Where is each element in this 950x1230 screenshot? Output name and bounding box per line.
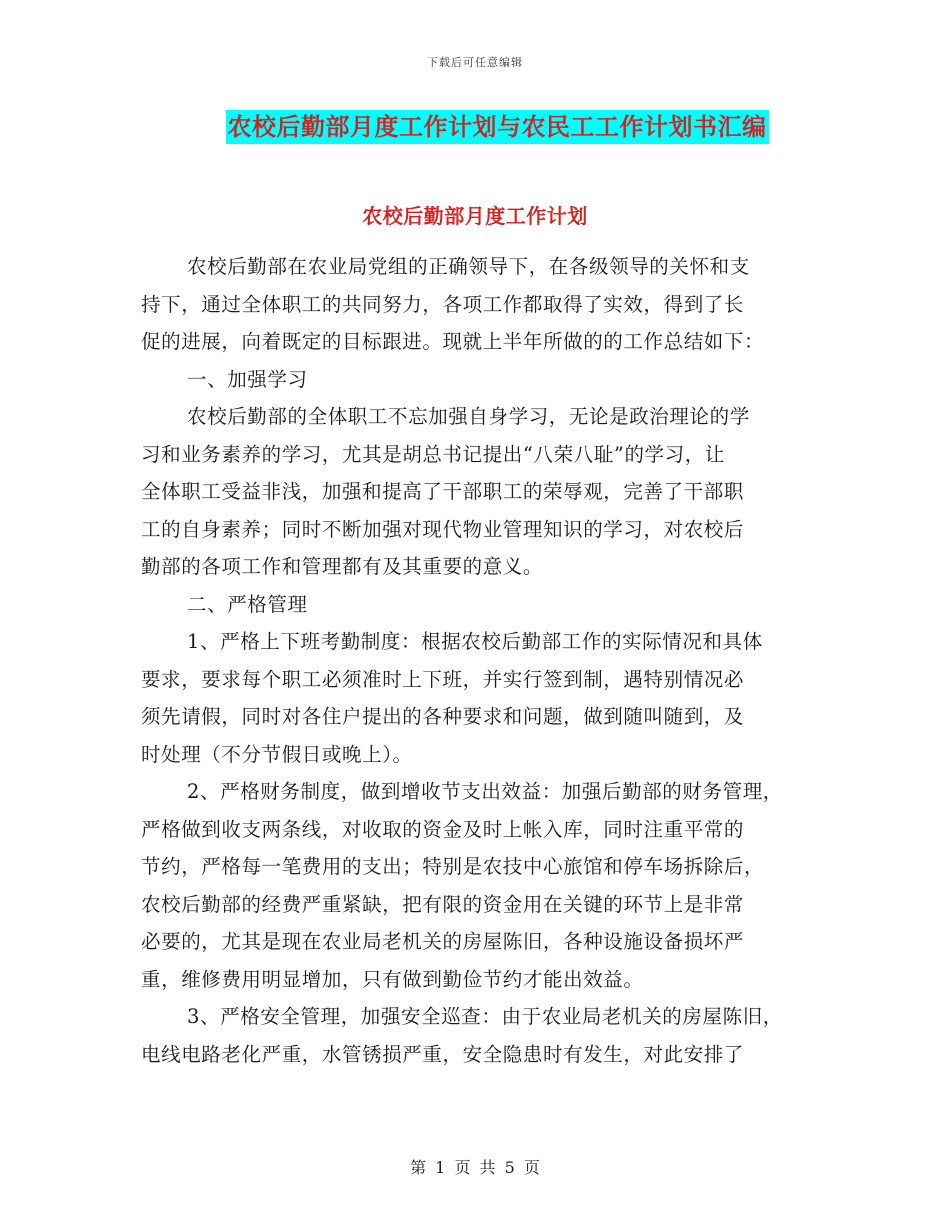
body-text-line: 持下，通过全体职工的共同努力，各项工作都取得了实效，得到了长 bbox=[141, 292, 745, 316]
page-header-note: 下载后可任意编辑 bbox=[427, 56, 523, 69]
body-text-line: 一、加强学习 bbox=[187, 367, 308, 391]
body-text-line: 促的进展，向着既定的目标跟进。现就上半年所做的的工作总结如下： bbox=[141, 330, 765, 353]
body-text-line: 农校后勤部在农业局党组的正确领导下，在各级领导的关怀和支 bbox=[187, 255, 750, 278]
body-text-line: 2、严格财务制度，做到增收节支出效益：加强后勤部的财务管理， bbox=[187, 780, 783, 803]
body-text-line: 严格做到收支两条线，对收取的资金及时上帐入库，同时注重平常的 bbox=[141, 817, 745, 841]
body-text-line: 3、严格安全管理，加强安全巡查：由于农业局老机关的房屋陈旧， bbox=[187, 1005, 783, 1028]
body-text-line: 全体职工受益非浅，加强和提高了干部职工的荣辱观，完善了干部职 bbox=[141, 480, 745, 503]
document-title-container bbox=[0, 110, 950, 144]
document-title: 农校后勤部月度工作计划与农民工工作计划书汇编 bbox=[226, 110, 769, 144]
body-text-line: 须先请假，同时对各住户提出的各种要求和问题，做到随叫随到，及 bbox=[141, 705, 745, 728]
page-number-footer: 第 1 页 共 5 页 bbox=[410, 1158, 540, 1177]
body-text-line: 要求，要求每个职工必须准时上下班，并实行签到制，遇特别情况必 bbox=[141, 667, 745, 691]
body-text-line: 1、严格上下班考勤制度：根据农校后勤部工作的实际情况和具体 bbox=[187, 630, 763, 653]
body-text-line: 重，维修费用明显增加，只有做到勤俭节约才能出效益。 bbox=[141, 967, 644, 991]
body-text-line: 必要的，尤其是现在农业局老机关的房屋陈旧，各种设施设备损坏严 bbox=[141, 930, 745, 953]
body-text-line: 习和业务素养的学习，尤其是胡总书记提出“八荣八耻”的学习，让 bbox=[141, 442, 725, 466]
body-text-line: 农校后勤部的经费严重紧缺，把有限的资金用在关键的环节上是非常 bbox=[141, 892, 745, 916]
body-text-line: 二、严格管理 bbox=[187, 592, 308, 616]
document-body bbox=[141, 248, 821, 1073]
body-text-line: 节约，严格每一笔费用的支出；特别是农技中心旅馆和停车场拆除后， bbox=[141, 855, 765, 878]
body-text-line: 勤部的各项工作和管理都有及其重要的意义。 bbox=[141, 555, 544, 578]
body-text-line: 时处理（不分节假日或晚上）。 bbox=[141, 742, 413, 766]
body-text-line: 电线电路老化严重，水管锈损严重，安全隐患时有发生，对此安排了 bbox=[141, 1042, 745, 1066]
body-text-line: 工的自身素养；同时不断加强对现代物业管理知识的学习，对农校后 bbox=[141, 517, 745, 541]
section-title: 农校后勤部月度工作计划 bbox=[362, 204, 588, 228]
body-text-line: 农校后勤部的全体职工不忘加强自身学习，无论是政治理论的学 bbox=[187, 405, 750, 428]
